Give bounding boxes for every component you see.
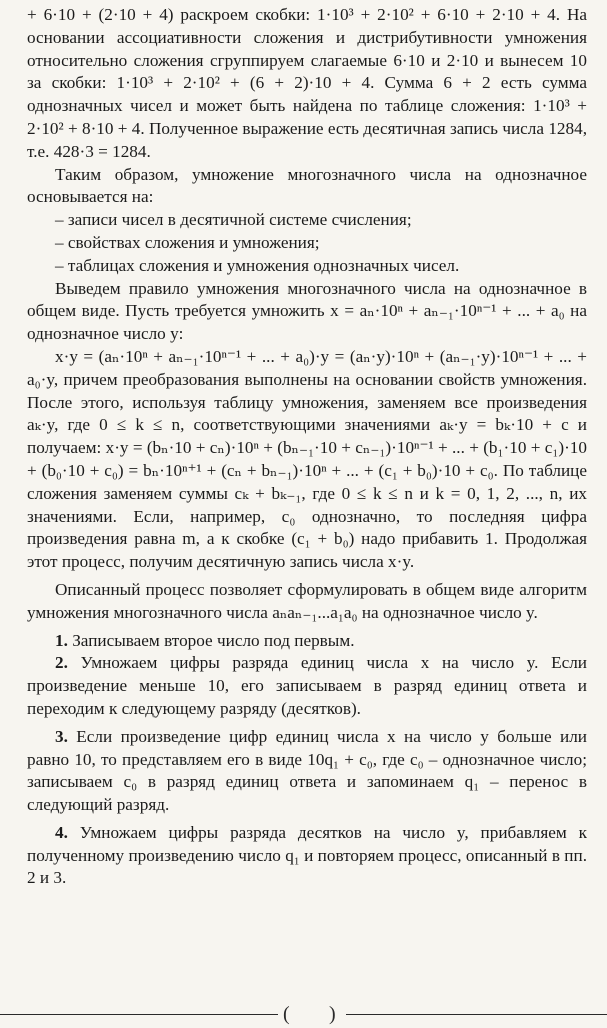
footer-rule-right bbox=[346, 1014, 607, 1015]
step-3-number: 3. bbox=[55, 726, 68, 746]
step-2-number: 2. bbox=[55, 653, 68, 673]
step-2 bbox=[27, 652, 587, 720]
step-2-text: Умножаем цифры разряда единиц числа x на число y. Если произведение меньше 10, его записываем в разряд единиц ответа и переходим к следующему разряду (десятков). bbox=[27, 653, 588, 718]
step-3 bbox=[27, 726, 587, 817]
bullet-1: – записи чисел в десятичной системе счисления; bbox=[55, 210, 412, 230]
step-1 bbox=[27, 630, 587, 653]
page-footer bbox=[0, 1005, 607, 1025]
body-text bbox=[27, 4, 587, 890]
paragraph-5: Описанный процесс позволяет сформулировать в общем виде алгоритм умножения многозначного числа aₙaₙ₋₁...a₁a₀ на однозначное число y. bbox=[27, 579, 587, 622]
bullet-3: – таблицах сложения и умножения однозначных чисел. bbox=[55, 255, 460, 275]
paragraph-1: + 6·10 + (2·10 + 4) раскроем скобки: 1·10³ + 2·10² + 6·10 + 2·10 + 4. На основании ассоциативности сложения и дистрибутивности умножения относительно сложения сгруппируем слагаемые 6·10 и 2·10 и вынесем 10 за скобки: 1·10³ + 2·10² + (6 + 2)·10 + 4. Сумма 6 + 2 есть сумма однозначных чисел и может быть найдена по таблице сложения: 1·10³ + 2·10² + 8·10 + 4. Полученное выражение есть десятичная запись числа 1284, т.е. 428·3 = 1284. bbox=[27, 5, 587, 161]
footer-rule-left bbox=[0, 1014, 278, 1015]
footer-left-paren: ( bbox=[283, 1003, 290, 1025]
paragraph-2: Таким образом, умножение многозначного числа на однозначное основывается на: bbox=[27, 164, 587, 207]
paragraph-3: Выведем правило умножения многозначного числа на однозначное в общем виде. Пусть требуется умножить x = aₙ·10ⁿ + aₙ₋₁·10ⁿ⁻¹ + ... + a₀ на однозначное число y: bbox=[27, 278, 587, 344]
step-3-text: Если произведение цифр единиц числа x на число y больше или равно 10, то представляем его в виде 10q₁ + c₀, где c₀ – однозначное число; записываем c₀ в разряд единиц ответа и запоминаем q₁ – перенос в следующий разряд. bbox=[27, 726, 587, 815]
step-4-text: Умножаем цифры разряда десятков на число y, прибавляем к полученному произведению число q₁ и повторяем процесс, описанный в пп. 2 и 3. bbox=[27, 822, 587, 888]
step-1-text: Записываем второе число под первым. bbox=[72, 630, 355, 650]
step-1-number: 1. bbox=[55, 630, 68, 650]
footer-right-paren: ) bbox=[329, 1003, 336, 1025]
step-4-number: 4. bbox=[55, 822, 68, 842]
bullet-2: – свойствах сложения и умножения; bbox=[55, 232, 320, 252]
step-4 bbox=[27, 822, 587, 890]
paragraph-4: x·y = (aₙ·10ⁿ + aₙ₋₁·10ⁿ⁻¹ + ... + a₀)·y = (aₙ·y)·10ⁿ + (aₙ₋₁·y)·10ⁿ⁻¹ + ... + a₀·y, причем преобразования выполнены на основании свойств умножения. После этого, используя таблицу умножения, заменяем все произведения aₖ·y, где 0 ≤ k ≤ n, соответствующими значениями aₖ·y = bₖ·10 + c и получаем: x·y = (bₙ·10 + cₙ)·10ⁿ + (bₙ₋₁·10 + cₙ₋₁)·10ⁿ⁻¹ + ... + (b₁·10 + c₁)·10 + (b₀·10 + c₀) = bₙ·10ⁿ⁺¹ + (cₙ + bₙ₋₁)·10ⁿ + ... + (c₁ + b₀)·10 + c₀. По таблице сложения заменяем суммы cₖ + bₖ₋₁, где 0 ≤ k ≤ n и k = 0, 1, 2, ..., n, их значениями. Если, например, c₀ однозначно, то последняя цифра произведения равна m, а к скобке (c₁ + b₀) надо прибавить 1. Продолжая этот процесс, получим десятичную запись числа x·y. bbox=[27, 346, 587, 572]
